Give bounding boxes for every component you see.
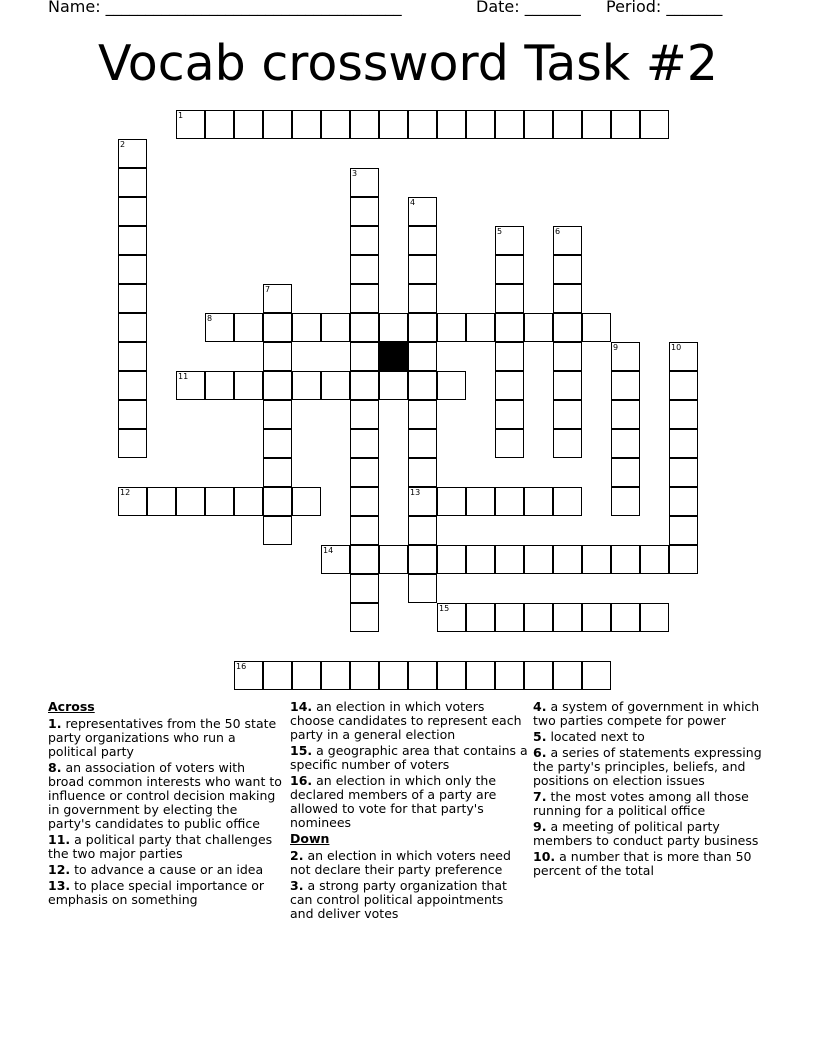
grid-cell[interactable] — [350, 487, 379, 516]
across-heading: Across — [48, 699, 95, 714]
grid-cell[interactable] — [466, 603, 495, 632]
grid-cell[interactable] — [408, 342, 437, 371]
clue-number: 4 — [410, 198, 416, 207]
grid-cell[interactable] — [321, 313, 350, 342]
grid-cell[interactable] — [640, 603, 669, 632]
grid-cell[interactable] — [553, 603, 582, 632]
clue-number: 9 — [613, 343, 619, 352]
grid-cell[interactable] — [466, 487, 495, 516]
grid-cell[interactable] — [553, 226, 582, 255]
grid-cell[interactable] — [408, 284, 437, 313]
grid-cell[interactable] — [669, 487, 698, 516]
grid-cell[interactable] — [408, 458, 437, 487]
grid-cell[interactable] — [118, 400, 147, 429]
grid-cell[interactable] — [640, 545, 669, 574]
grid-cell[interactable] — [611, 545, 640, 574]
grid-cell[interactable] — [582, 313, 611, 342]
grid-cell[interactable] — [611, 458, 640, 487]
clue-down-9: 9. a meeting of political party members to conduct party business — [533, 819, 759, 848]
grid-cell[interactable] — [611, 371, 640, 400]
clue-number: 12 — [120, 488, 131, 497]
clue-number: 11 — [178, 372, 189, 381]
clue-column-1 — [48, 700, 283, 909]
period-field-label[interactable]: Period: _______ — [606, 0, 723, 16]
grid-cell[interactable] — [524, 110, 553, 139]
clue-number: 15 — [439, 604, 450, 613]
grid-cell[interactable] — [263, 110, 292, 139]
grid-cell[interactable] — [466, 313, 495, 342]
grid-cell[interactable] — [147, 487, 176, 516]
clue-number: 2 — [120, 140, 126, 149]
grid-cell[interactable] — [234, 661, 263, 690]
grid-cell[interactable] — [350, 516, 379, 545]
grid-cell[interactable] — [321, 545, 350, 574]
grid-cell[interactable] — [234, 371, 263, 400]
clue-across-1: 1. representatives from the 50 state party organizations who run a political party — [48, 716, 277, 759]
grid-cell[interactable] — [350, 197, 379, 226]
grid-cell[interactable] — [321, 110, 350, 139]
grid-cell[interactable] — [292, 371, 321, 400]
grid-cell[interactable] — [263, 400, 292, 429]
grid-cell[interactable] — [379, 661, 408, 690]
grid-cell[interactable] — [350, 110, 379, 139]
clue-number: 16 — [236, 662, 247, 671]
grid-cell[interactable] — [582, 110, 611, 139]
grid-cell[interactable] — [611, 487, 640, 516]
grid-cell[interactable] — [118, 139, 147, 168]
grid-cell[interactable] — [118, 284, 147, 313]
clue-column-3 — [533, 700, 773, 880]
grid-cell[interactable] — [582, 603, 611, 632]
clue-down-5: 5. located next to — [533, 729, 645, 744]
grid-cell[interactable] — [350, 284, 379, 313]
grid-cell[interactable] — [437, 661, 466, 690]
clue-across-13: 13. to place special importance or emphasis on something — [48, 878, 265, 907]
grid-cell[interactable] — [611, 342, 640, 371]
grid-cell[interactable] — [437, 371, 466, 400]
grid-cell[interactable] — [408, 110, 437, 139]
grid-cell[interactable] — [669, 429, 698, 458]
grid-cell[interactable] — [118, 429, 147, 458]
header-fields — [48, 0, 756, 19]
clue-down-7: 7. the most votes among all those running for a political office — [533, 789, 749, 818]
grid-cell[interactable] — [408, 661, 437, 690]
grid-cell[interactable] — [408, 400, 437, 429]
grid-cell[interactable] — [263, 429, 292, 458]
grid-cell[interactable] — [234, 110, 263, 139]
grid-cell[interactable] — [553, 342, 582, 371]
grid-cell[interactable] — [437, 313, 466, 342]
grid-cell[interactable] — [350, 371, 379, 400]
clue-number: 3 — [352, 169, 358, 178]
grid-cell[interactable] — [466, 110, 495, 139]
grid-cell[interactable] — [669, 371, 698, 400]
grid-cell[interactable] — [611, 429, 640, 458]
grid-cell[interactable] — [176, 371, 205, 400]
grid-cell[interactable] — [408, 197, 437, 226]
grid-cell[interactable] — [263, 313, 292, 342]
grid-cell[interactable] — [495, 545, 524, 574]
grid-cell[interactable] — [350, 661, 379, 690]
clue-down-6: 6. a series of statements expressing the party's principles, beliefs, and positions on election issues — [533, 745, 762, 788]
grid-cell[interactable] — [118, 226, 147, 255]
clue-number: 5 — [497, 227, 503, 236]
clue-across-8: 8. an association of voters with broad common interests who want to influence or control decision making in government by electing the party's candidates to public office — [48, 760, 282, 831]
grid-cell[interactable] — [553, 545, 582, 574]
grid-cell[interactable] — [669, 545, 698, 574]
grid-cell[interactable] — [263, 371, 292, 400]
grid-cell[interactable] — [553, 110, 582, 139]
grid-cell[interactable] — [263, 458, 292, 487]
grid-cell[interactable] — [118, 342, 147, 371]
grid-cell[interactable] — [263, 516, 292, 545]
grid-cell[interactable] — [408, 429, 437, 458]
grid-cell[interactable] — [379, 545, 408, 574]
grid-cell[interactable] — [321, 371, 350, 400]
clue-number: 8 — [207, 314, 213, 323]
grid-cell[interactable] — [205, 371, 234, 400]
grid-cell[interactable] — [495, 661, 524, 690]
grid-cell[interactable] — [350, 603, 379, 632]
grid-cell[interactable] — [234, 313, 263, 342]
grid-cell[interactable] — [495, 313, 524, 342]
grid-cell[interactable] — [408, 313, 437, 342]
grid-cell[interactable] — [118, 168, 147, 197]
grid-cell[interactable] — [205, 487, 234, 516]
grid-cell[interactable] — [437, 110, 466, 139]
grid-cell[interactable] — [263, 487, 292, 516]
grid-cell[interactable] — [379, 371, 408, 400]
grid-cell[interactable] — [118, 371, 147, 400]
grid-cell[interactable] — [263, 661, 292, 690]
grid-cell[interactable] — [350, 226, 379, 255]
grid-cell[interactable] — [524, 487, 553, 516]
clue-down-10: 10. a number that is more than 50 percent of the total — [533, 849, 752, 878]
grid-cell[interactable] — [553, 255, 582, 284]
grid-cell[interactable] — [495, 110, 524, 139]
grid-cell[interactable] — [408, 255, 437, 284]
clue-down-2: 2. an election in which voters need not declare their party preference — [290, 848, 511, 877]
clue-across-12: 12. to advance a cause or an idea — [48, 862, 264, 877]
grid-cell[interactable] — [524, 313, 553, 342]
grid-cell[interactable] — [118, 255, 147, 284]
clue-number: 13 — [410, 488, 421, 497]
name-field-label[interactable]: Name: _____________________________________ — [48, 0, 402, 16]
grid-cell[interactable] — [553, 487, 582, 516]
grid-cell[interactable] — [582, 545, 611, 574]
grid-cell[interactable] — [263, 342, 292, 371]
clue-down-4: 4. a system of government in which two parties compete for power — [533, 699, 760, 728]
grid-cell[interactable] — [437, 603, 466, 632]
grid-cell[interactable] — [495, 342, 524, 371]
grid-cell[interactable] — [611, 110, 640, 139]
grid-cell[interactable] — [350, 313, 379, 342]
grid-cell[interactable] — [437, 545, 466, 574]
grid-cell[interactable] — [495, 400, 524, 429]
grid-cell[interactable] — [350, 342, 379, 371]
clue-across-15: 15. a geographic area that contains a specific number of voters — [290, 743, 528, 772]
date-field-label[interactable]: Date: _______ — [476, 0, 581, 16]
grid-cell[interactable] — [350, 545, 379, 574]
grid-cell[interactable] — [524, 603, 553, 632]
grid-cell[interactable] — [495, 429, 524, 458]
grid-cell[interactable] — [263, 284, 292, 313]
grid-cell[interactable] — [176, 487, 205, 516]
grid-cell[interactable] — [350, 574, 379, 603]
grid-cell[interactable] — [437, 487, 466, 516]
grid-cell[interactable] — [495, 371, 524, 400]
clue-across-16: 16. an election in which only the declared members of a party are allowed to vote for that party's nominees — [290, 773, 497, 830]
grid-cell[interactable] — [408, 516, 437, 545]
grid-cell[interactable] — [118, 487, 147, 516]
grid-cell[interactable] — [669, 400, 698, 429]
grid-cell[interactable] — [553, 313, 582, 342]
grid-cell[interactable] — [350, 400, 379, 429]
grid-cell[interactable] — [321, 661, 350, 690]
grid-cell[interactable] — [408, 226, 437, 255]
black-square — [379, 342, 408, 371]
grid-cell[interactable] — [292, 110, 321, 139]
grid-cell[interactable] — [408, 371, 437, 400]
grid-cell[interactable] — [611, 400, 640, 429]
clue-number: 7 — [265, 285, 271, 294]
page-title: Vocab crossword Task #2 — [98, 35, 718, 92]
grid-cell[interactable] — [495, 487, 524, 516]
grid-cell[interactable] — [553, 284, 582, 313]
grid-cell[interactable] — [205, 313, 234, 342]
grid-cell[interactable] — [292, 661, 321, 690]
grid-cell[interactable] — [669, 458, 698, 487]
grid-cell[interactable] — [466, 545, 495, 574]
clue-down-3: 3. a strong party organization that can control political appointments and deliver votes — [290, 878, 507, 921]
grid-cell[interactable] — [176, 110, 205, 139]
grid-cell[interactable] — [582, 661, 611, 690]
grid-cell[interactable] — [350, 458, 379, 487]
clue-across-14: 14. an election in which voters choose candidates to represent each party in a general election — [290, 699, 522, 742]
grid-cell[interactable] — [379, 313, 408, 342]
grid-cell[interactable] — [553, 371, 582, 400]
grid-cell[interactable] — [350, 255, 379, 284]
grid-cell[interactable] — [466, 661, 495, 690]
clue-number: 10 — [671, 343, 682, 352]
grid-cell[interactable] — [205, 110, 234, 139]
clue-number: 1 — [178, 111, 184, 120]
grid-cell[interactable] — [669, 342, 698, 371]
grid-cell[interactable] — [524, 545, 553, 574]
down-heading: Down — [290, 831, 330, 846]
grid-cell[interactable] — [524, 661, 553, 690]
grid-cell[interactable] — [292, 487, 321, 516]
clue-number: 6 — [555, 227, 561, 236]
clue-column-2 — [290, 700, 528, 923]
grid-cell[interactable] — [495, 226, 524, 255]
grid-cell[interactable] — [640, 110, 669, 139]
grid-cell[interactable] — [118, 197, 147, 226]
grid-cell[interactable] — [495, 284, 524, 313]
grid-cell[interactable] — [292, 313, 321, 342]
grid-cell[interactable] — [495, 603, 524, 632]
grid-cell[interactable] — [234, 487, 263, 516]
clue-number: 14 — [323, 546, 334, 555]
grid-cell[interactable] — [553, 429, 582, 458]
grid-cell[interactable] — [611, 603, 640, 632]
grid-cell[interactable] — [408, 574, 437, 603]
grid-cell[interactable] — [553, 661, 582, 690]
grid-cell[interactable] — [379, 110, 408, 139]
grid-cell[interactable] — [118, 313, 147, 342]
grid-cell[interactable] — [350, 429, 379, 458]
grid-cell[interactable] — [553, 400, 582, 429]
grid-cell[interactable] — [669, 516, 698, 545]
grid-cell[interactable] — [408, 487, 437, 516]
grid-cell[interactable] — [350, 168, 379, 197]
grid-cell[interactable] — [495, 255, 524, 284]
clue-across-11: 11. a political party that challenges the two major parties — [48, 832, 273, 861]
grid-cell[interactable] — [408, 545, 437, 574]
